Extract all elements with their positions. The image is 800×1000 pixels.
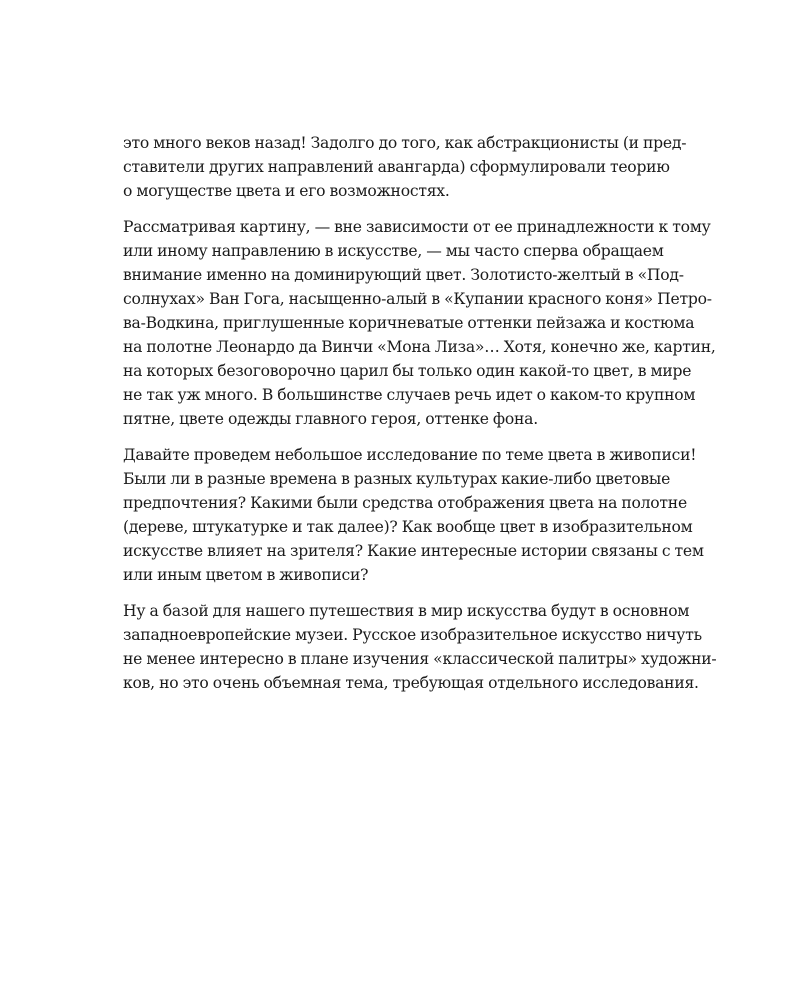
text-line: на полотне Леонардо да Винчи «Мона Лиза»… Хотя, конечно же, картин, [123,338,716,356]
paragraph-3 [123,443,723,587]
text-line: Рассматривая картину, — вне зависимости от ее принадлежности к тому [123,218,711,236]
text-line: на которых безоговорочно царил бы только один какой-то цвет, в мире [123,362,692,380]
text-line: западноевропейские музеи. Русское изобразительное искусство ничуть [123,626,702,644]
paragraph-1 [123,131,723,203]
text-line: или иному направлению в искусстве, — мы часто сперва обращаем [123,242,664,260]
text-line: ков, но это очень объемная тема, требующая отдельного исследования. [123,674,699,692]
text-line: солнухах» Ван Гога, насыщенно-алый в «Купании красного коня» Петро- [123,290,712,308]
text-line: Были ли в разные времена в разных культурах какие-либо цветовые [123,470,671,488]
text-line: Ну а базой для нашего путешествия в мир искусства будут в основном [123,602,690,620]
text-line: не менее интересно в плане изучения «классической палитры» художни- [123,650,717,668]
body-text [123,131,723,707]
text-line: о могуществе цвета и его возможностях. [123,182,450,200]
text-line: предпочтения? Какими были средства отображения цвета на полотне [123,494,687,512]
text-line: ва-Водкина, приглушенные коричневатые оттенки пейзажа и костюма [123,314,695,332]
paragraph-2 [123,215,723,431]
text-line: Давайте проведем небольшое исследование по теме цвета в живописи! [123,446,697,464]
text-line: ставители других направлений авангарда) сформулировали теорию [123,158,670,176]
text-line: или иным цветом в живописи? [123,566,369,584]
text-line: пятне, цвете одежды главного героя, оттенке фона. [123,410,538,428]
text-line: (дереве, штукатурке и так далее)? Как вообще цвет в изобразительном [123,518,693,536]
text-line: внимание именно на доминирующий цвет. Золотисто-желтый в «Под- [123,266,684,284]
paragraph-4 [123,599,723,695]
text-line: не так уж много. В большинстве случаев речь идет о каком-то крупном [123,386,696,404]
text-line: это много веков назад! Задолго до того, как абстракционисты (и пред- [123,134,687,152]
text-line: искусстве влияет на зрителя? Какие интересные истории связаны с тем [123,542,704,560]
